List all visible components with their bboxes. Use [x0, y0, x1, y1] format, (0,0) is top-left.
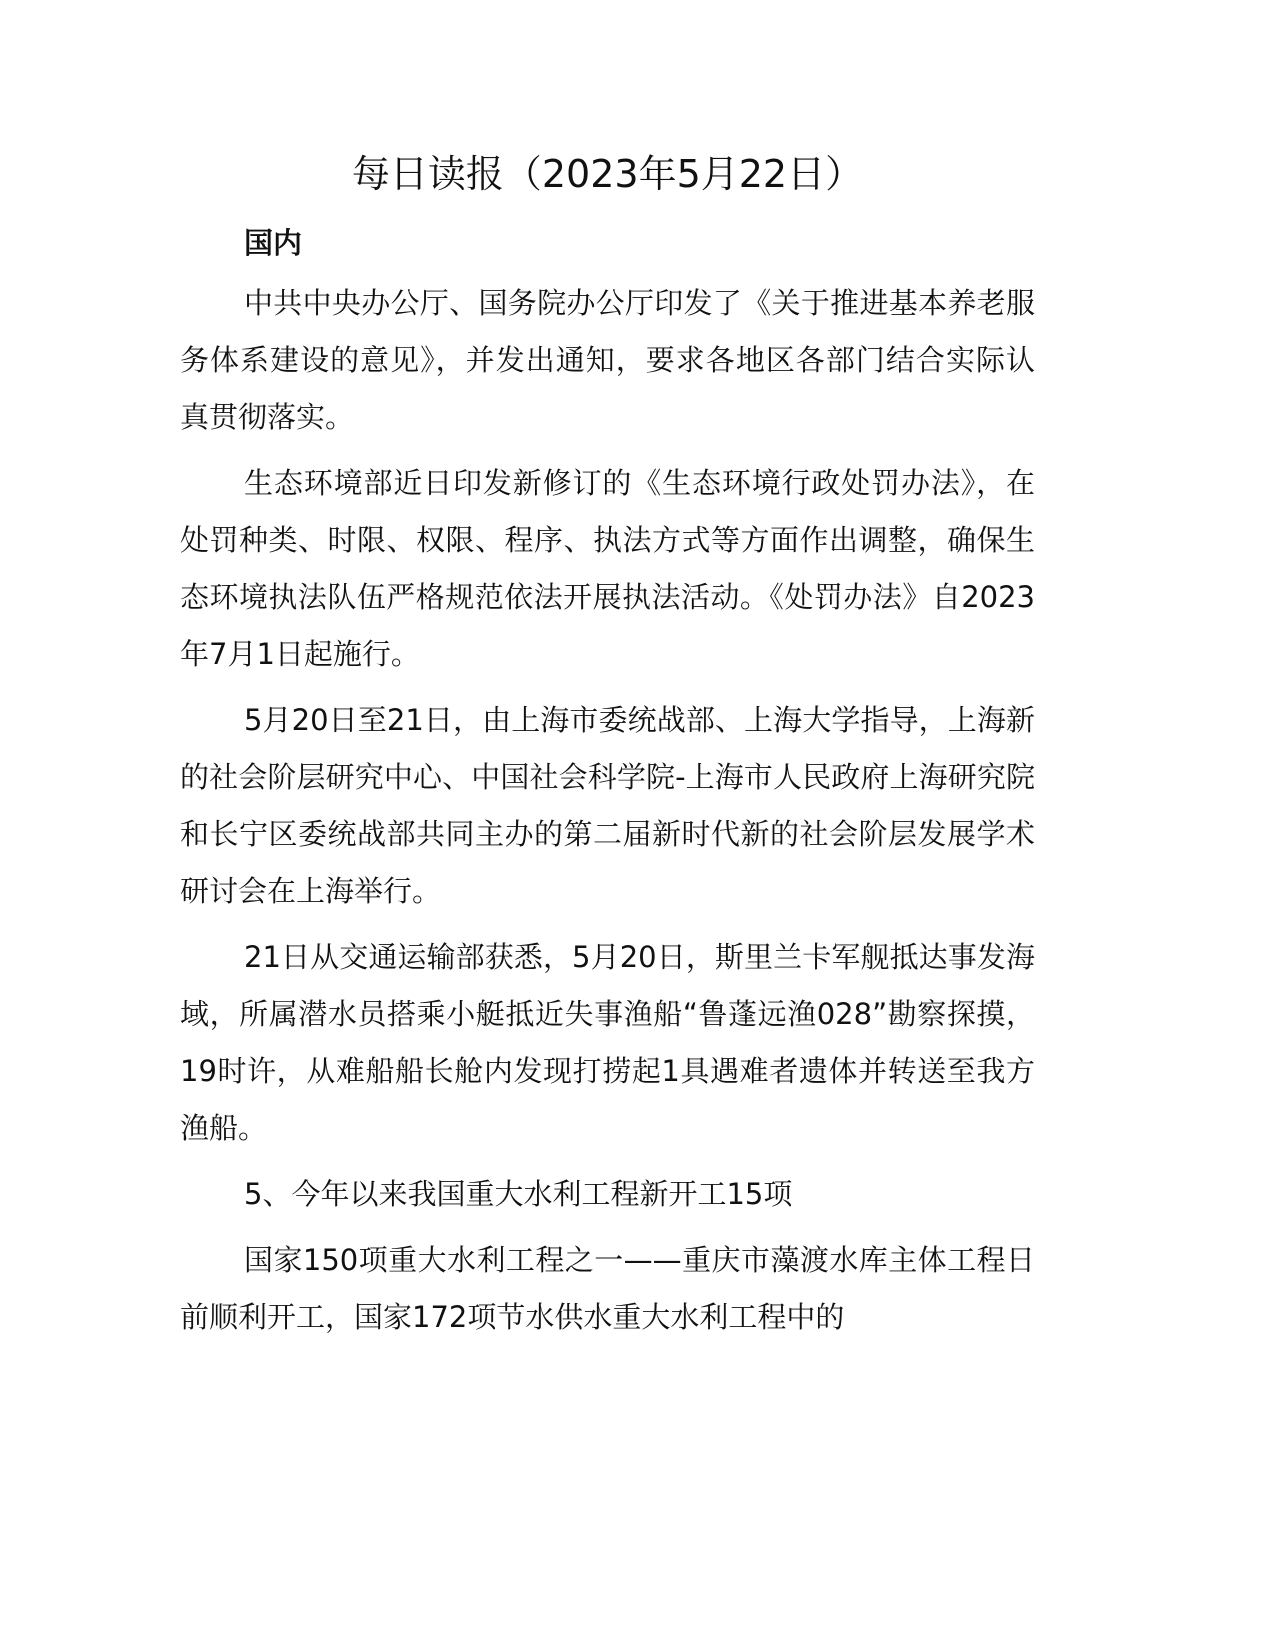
document-title: 每日读报（2023年5月22日） — [351, 152, 864, 196]
document-body — [180, 220, 1035, 1355]
paragraph-elderly-care: 中共中央办公厅、国务院办公厅印发了《关于推进基本养老服务体系建设的意见》，并发出通知，要求各地区各部门结合实际认真贯彻落实。 — [180, 286, 1035, 434]
paragraph-water-projects: 国家150项重大水利工程之一——重庆市藻渡水库主体工程日前顺利开工，国家172项节水供水重大水利工程中的 — [180, 1243, 1035, 1334]
paragraph-social-stratum-seminar: 5月20日至21日，由上海市委统战部、上海大学指导，上海新的社会阶层研究中心、中国社会科学院-上海市人民政府上海研究院和长宁区委统战部共同主办的第二届新时代新的社会阶层发展学术研讨会在上海举行。 — [180, 703, 1035, 908]
paragraph-fishing-vessel-rescue: 21日从交通运输部获悉，5月20日，斯里兰卡军舰抵达事发海域，所属潜水员搭乘小艇抵近失事渔船“鲁蓬远渔028”勘察探摸，19时许，从难船船长舱内发现打捞起1具遇难者遗体并转送至我方渔船。 — [180, 940, 1035, 1145]
item-heading-water-projects: 5、今年以来我国重大水利工程新开工15项 — [244, 1177, 793, 1211]
paragraph-eco-penalty: 生态环境部近日印发新修订的《生态环境行政处罚办法》，在处罚种类、时限、权限、程序、执法方式等方面作出调整，确保生态环境执法队伍严格规范依法开展执法活动。《处罚办法》自2023年7月1日起施行。 — [180, 466, 1035, 671]
section-heading-domestic: 国内 — [244, 226, 303, 260]
